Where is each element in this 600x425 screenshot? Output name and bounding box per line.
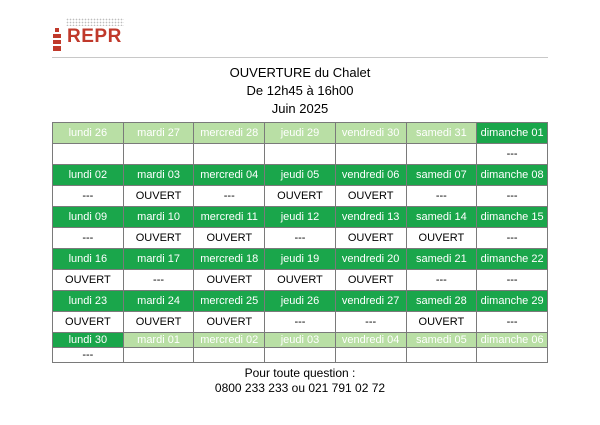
day-header-cell: jeudi 05 <box>265 165 336 186</box>
status-cell: --- <box>123 270 194 291</box>
day-header-cell: samedi 31 <box>406 123 477 144</box>
status-cell: --- <box>477 144 548 165</box>
day-header-cell: lundi 23 <box>53 291 124 312</box>
day-header-cell: mardi 10 <box>123 207 194 228</box>
status-cell: --- <box>265 312 336 333</box>
day-header-cell: mardi 03 <box>123 165 194 186</box>
status-cell <box>477 348 548 363</box>
day-header-cell: vendredi 20 <box>335 249 406 270</box>
week-header-row <box>53 207 548 228</box>
status-cell <box>265 348 336 363</box>
day-header-cell: dimanche 29 <box>477 291 548 312</box>
status-cell: OUVERT <box>194 270 265 291</box>
day-header-cell: jeudi 29 <box>265 123 336 144</box>
day-header-cell: samedi 05 <box>406 333 477 348</box>
week-status-row <box>53 270 548 291</box>
status-cell: OUVERT <box>265 186 336 207</box>
status-cell: --- <box>53 348 124 363</box>
day-header-cell: dimanche 06 <box>477 333 548 348</box>
day-header-cell: samedi 21 <box>406 249 477 270</box>
status-cell: OUVERT <box>335 228 406 249</box>
page-header <box>0 64 600 118</box>
day-header-cell: mercredi 28 <box>194 123 265 144</box>
status-cell: OUVERT <box>53 270 124 291</box>
day-header-cell: vendredi 06 <box>335 165 406 186</box>
status-cell <box>335 348 406 363</box>
week-status-row <box>53 144 548 165</box>
week-status-row <box>53 186 548 207</box>
logo-text: REPR <box>67 26 122 47</box>
opening-hours: De 12h45 à 16h00 <box>246 83 354 98</box>
status-cell <box>335 144 406 165</box>
opening-calendar <box>52 122 548 363</box>
status-cell <box>123 348 194 363</box>
status-cell: --- <box>53 186 124 207</box>
week-header-row <box>53 165 548 186</box>
status-cell <box>123 144 194 165</box>
status-cell: OUVERT <box>406 312 477 333</box>
status-cell <box>194 348 265 363</box>
status-cell <box>53 144 124 165</box>
day-header-cell: lundi 26 <box>53 123 124 144</box>
status-cell: --- <box>406 270 477 291</box>
week-status-row <box>53 312 548 333</box>
day-header-cell: mercredi 11 <box>194 207 265 228</box>
day-header-cell: jeudi 19 <box>265 249 336 270</box>
status-cell: OUVERT <box>123 312 194 333</box>
status-cell: --- <box>477 186 548 207</box>
day-header-cell: lundi 09 <box>53 207 124 228</box>
day-header-cell: jeudi 03 <box>265 333 336 348</box>
day-header-cell: mercredi 02 <box>194 333 265 348</box>
status-cell: OUVERT <box>335 186 406 207</box>
week-status-row <box>53 228 548 249</box>
week-header-row <box>53 333 548 348</box>
week-header-row <box>53 123 548 144</box>
day-header-cell: samedi 28 <box>406 291 477 312</box>
week-status-row <box>53 348 548 363</box>
day-header-cell: mardi 17 <box>123 249 194 270</box>
status-cell: --- <box>265 228 336 249</box>
logo <box>50 22 122 52</box>
status-cell: OUVERT <box>265 270 336 291</box>
status-cell: OUVERT <box>194 312 265 333</box>
status-cell <box>194 144 265 165</box>
status-cell: --- <box>477 270 548 291</box>
day-header-cell: vendredi 30 <box>335 123 406 144</box>
page-title: OUVERTURE du Chalet <box>229 65 371 80</box>
status-cell: --- <box>477 228 548 249</box>
day-header-cell: lundi 16 <box>53 249 124 270</box>
status-cell <box>406 144 477 165</box>
day-header-cell: dimanche 15 <box>477 207 548 228</box>
status-cell <box>406 348 477 363</box>
status-cell <box>265 144 336 165</box>
week-header-row <box>53 249 548 270</box>
status-cell: --- <box>335 312 406 333</box>
status-cell: OUVERT <box>194 228 265 249</box>
day-header-cell: dimanche 22 <box>477 249 548 270</box>
contact-info <box>0 366 600 396</box>
week-header-row <box>53 291 548 312</box>
day-header-cell: mardi 24 <box>123 291 194 312</box>
status-cell: OUVERT <box>53 312 124 333</box>
day-header-cell: samedi 07 <box>406 165 477 186</box>
day-header-cell: mercredi 25 <box>194 291 265 312</box>
status-cell: --- <box>194 186 265 207</box>
day-header-cell: jeudi 26 <box>265 291 336 312</box>
status-cell: --- <box>477 312 548 333</box>
status-cell: OUVERT <box>123 186 194 207</box>
status-cell: OUVERT <box>335 270 406 291</box>
status-cell: --- <box>406 186 477 207</box>
header-divider <box>52 57 548 58</box>
day-header-cell: dimanche 08 <box>477 165 548 186</box>
logo-tower-icon <box>50 22 64 52</box>
status-cell: OUVERT <box>123 228 194 249</box>
day-header-cell: lundi 02 <box>53 165 124 186</box>
day-header-cell: jeudi 12 <box>265 207 336 228</box>
status-cell: OUVERT <box>406 228 477 249</box>
contact-label: Pour toute question : <box>244 366 356 380</box>
day-header-cell: mardi 27 <box>123 123 194 144</box>
day-header-cell: mardi 01 <box>123 333 194 348</box>
day-header-cell: mercredi 04 <box>194 165 265 186</box>
month-label: Juin 2025 <box>271 101 329 116</box>
contact-phones: 0800 233 233 ou 021 791 02 72 <box>214 381 386 395</box>
day-header-cell: mercredi 18 <box>194 249 265 270</box>
day-header-cell: samedi 14 <box>406 207 477 228</box>
status-cell: --- <box>53 228 124 249</box>
day-header-cell: vendredi 04 <box>335 333 406 348</box>
day-header-cell: vendredi 27 <box>335 291 406 312</box>
day-header-cell: vendredi 13 <box>335 207 406 228</box>
day-header-cell: lundi 30 <box>53 333 124 348</box>
day-header-cell: dimanche 01 <box>477 123 548 144</box>
